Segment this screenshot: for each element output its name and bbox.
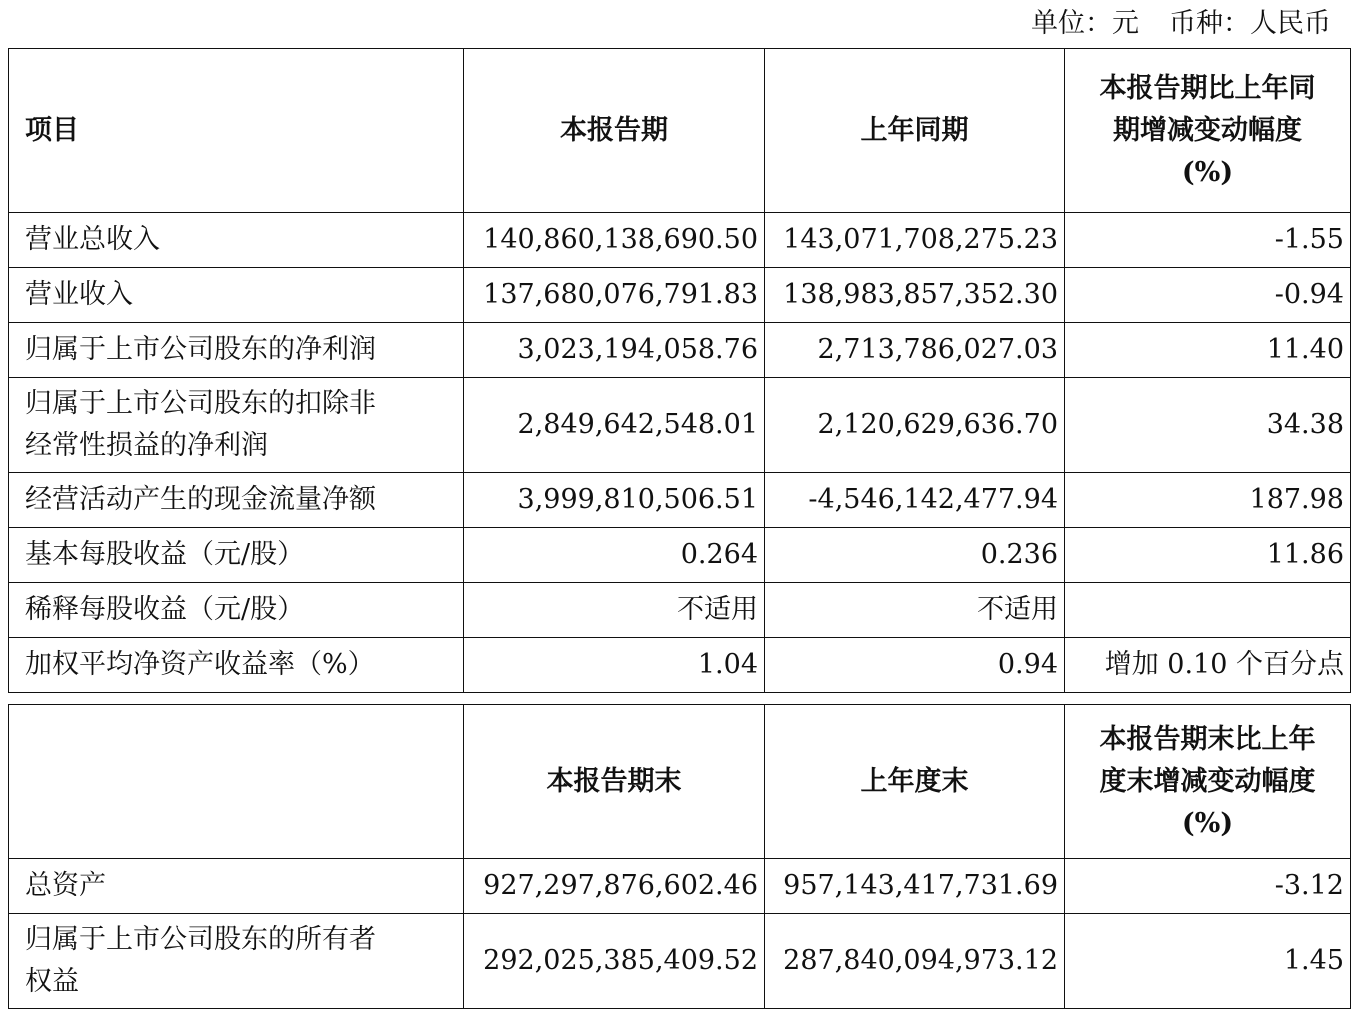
unit-currency-line <box>0 0 1357 48</box>
header-change-line-3: (%) <box>1181 156 1234 188</box>
row-item: 总资产 <box>9 859 464 914</box>
row-current: 3,999,810,506.51 <box>464 473 765 528</box>
row-prior: 138,983,857,352.30 <box>765 268 1065 323</box>
row-current: 0.264 <box>464 528 765 583</box>
row-item <box>9 914 464 1009</box>
table-header-row <box>9 49 1351 213</box>
row-change: 187.98 <box>1065 473 1351 528</box>
row-change: 1.45 <box>1065 914 1351 1009</box>
table-row <box>9 473 1351 528</box>
row-item-line-1: 归属于上市公司股东的所有者 <box>25 924 376 955</box>
row-item: 基本每股收益（元/股） <box>9 528 464 583</box>
table-row <box>9 583 1351 638</box>
row-item: 经营活动产生的现金流量净额 <box>9 473 464 528</box>
unit-label: 单位：元 <box>1031 8 1139 39</box>
table-row <box>9 213 1351 268</box>
row-change: -3.12 <box>1065 859 1351 914</box>
row-current: 2,849,642,548.01 <box>464 378 765 473</box>
row-item: 加权平均净资产收益率（%） <box>9 638 464 693</box>
balance-sheet-data-table <box>8 704 1351 1009</box>
table-row <box>9 914 1351 1009</box>
table-row <box>9 638 1351 693</box>
row-prior: -4,546,142,477.94 <box>765 473 1065 528</box>
header-item <box>9 705 464 859</box>
row-item: 营业总收入 <box>9 213 464 268</box>
row-prior: 143,071,708,275.23 <box>765 213 1065 268</box>
row-current: 1.04 <box>464 638 765 693</box>
unit-currency-text <box>1031 6 1331 42</box>
row-change <box>1065 583 1351 638</box>
row-change: 34.38 <box>1065 378 1351 473</box>
row-current: 140,860,138,690.50 <box>464 213 765 268</box>
row-prior: 不适用 <box>765 583 1065 638</box>
key-financial-data-table <box>8 48 1351 693</box>
row-item <box>9 378 464 473</box>
header-current-period: 本报告期 <box>464 49 765 213</box>
header-current-period-end: 本报告期末 <box>464 705 765 859</box>
header-change-line-1: 本报告期比上年同 <box>1099 72 1316 104</box>
header-change-pct <box>1065 49 1351 213</box>
row-current: 137,680,076,791.83 <box>464 268 765 323</box>
row-current: 927,297,876,602.46 <box>464 859 765 914</box>
row-change: 11.40 <box>1065 323 1351 378</box>
row-prior: 0.94 <box>765 638 1065 693</box>
row-current: 不适用 <box>464 583 765 638</box>
header-change-line-2: 度末增减变动幅度 <box>1099 765 1316 797</box>
header-change-pct <box>1065 705 1351 859</box>
row-prior: 2,713,786,027.03 <box>765 323 1065 378</box>
header-prior-period: 上年同期 <box>765 49 1065 213</box>
row-item: 营业收入 <box>9 268 464 323</box>
row-prior: 2,120,629,636.70 <box>765 378 1065 473</box>
table-header-row <box>9 705 1351 859</box>
header-prior-year-end: 上年度末 <box>765 705 1065 859</box>
row-current: 3,023,194,058.76 <box>464 323 765 378</box>
row-item: 稀释每股收益（元/股） <box>9 583 464 638</box>
row-item: 归属于上市公司股东的净利润 <box>9 323 464 378</box>
table-row <box>9 378 1351 473</box>
row-prior: 957,143,417,731.69 <box>765 859 1065 914</box>
row-item-line-1: 归属于上市公司股东的扣除非 <box>25 388 376 419</box>
row-change: 11.86 <box>1065 528 1351 583</box>
row-item-line-2: 权益 <box>25 966 79 997</box>
header-change-line-1: 本报告期末比上年 <box>1099 723 1316 755</box>
table-row <box>9 268 1351 323</box>
row-current: 292,025,385,409.52 <box>464 914 765 1009</box>
table-row <box>9 323 1351 378</box>
row-prior: 0.236 <box>765 528 1065 583</box>
header-item: 项目 <box>9 49 464 213</box>
row-change: -0.94 <box>1065 268 1351 323</box>
row-change: -1.55 <box>1065 213 1351 268</box>
table-row <box>9 528 1351 583</box>
currency-label: 币种：人民币 <box>1169 8 1331 39</box>
row-change: 增加 0.10 个百分点 <box>1065 638 1351 693</box>
table-row <box>9 859 1351 914</box>
header-change-line-2: 期增减变动幅度 <box>1113 114 1302 146</box>
row-prior: 287,840,094,973.12 <box>765 914 1065 1009</box>
row-item-line-2: 经常性损益的净利润 <box>25 430 268 461</box>
header-change-line-3: (%) <box>1181 807 1234 839</box>
